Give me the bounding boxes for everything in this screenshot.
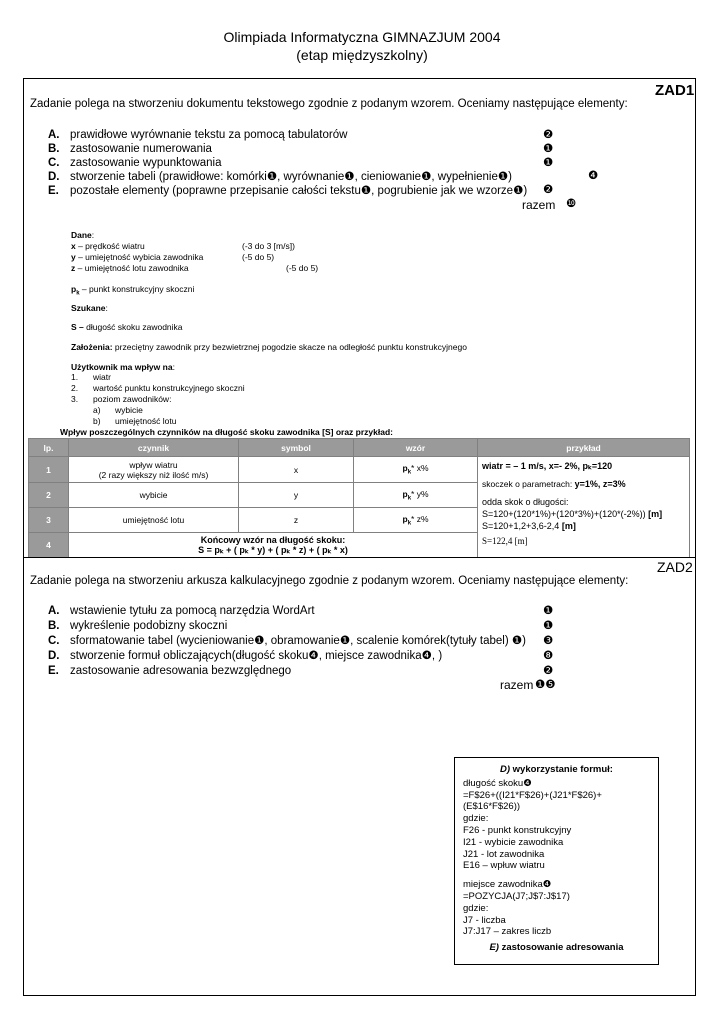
formula-line: =F$26+((I21*F$26)+(J21*F$26)+: [463, 789, 602, 801]
numbered-item-text: wiatr: [93, 372, 111, 382]
zad1-points-e: ❷: [543, 184, 554, 196]
criterion-letter: D.: [48, 171, 60, 183]
criterion-text: stworzenie tabeli (prawidłowe: komórki❶, wyrównanie❶, cieniowanie❶, wypełnienie❶): [70, 171, 513, 183]
numbered-item-text: wartość punktu konstrukcyjnego skoczni: [93, 383, 245, 393]
table-cell-czynnik: umiejętność lotu: [69, 508, 239, 533]
table-caption: Wpływ poszczególnych czynników na długość skoku zawodnika [S] oraz przykład:: [60, 427, 393, 437]
uzytkownik-heading: Użytkownik ma wpływ na:: [71, 362, 175, 372]
sub-item-text: wybicie: [115, 405, 143, 415]
formula-line: miejsce zawodnika❹: [463, 879, 552, 891]
formula-line: gdzie:: [463, 813, 489, 825]
numbered-item: 1.: [71, 372, 79, 382]
zad1-criterion-b: [48, 142, 668, 156]
table-cell-symbol: x: [239, 457, 354, 483]
formula-box-footer: E) zastosowanie adresowania: [489, 942, 624, 954]
var-pk-line: $p_k$ – punkt konstrukcyjny skoczni: [71, 284, 195, 297]
example-line: wiatr = – 1 m/s, x=- 2%, pₖ=120: [482, 461, 613, 471]
table-cell-lp: 4: [29, 533, 69, 558]
table-header: symbol: [239, 439, 354, 457]
formula-line: długość skoku❹: [463, 777, 532, 789]
criterion-letter: E.: [48, 185, 59, 197]
table-cell-lp: 1: [29, 457, 69, 483]
zad2-criterion-b: B. wykreślenie podobizny skoczni: [48, 620, 228, 632]
table-cell-lp: 3: [29, 508, 69, 533]
factors-table-full: [28, 438, 690, 558]
formula-box-title: D) wykorzystanie formuł:: [500, 764, 613, 775]
zad2-points-d: ❽: [543, 650, 554, 662]
zad2-points-b: ❶: [543, 620, 554, 632]
zad1-points-d: ❹: [588, 170, 599, 182]
table-cell-wzor: $p_k*$ y%: [354, 483, 478, 508]
zad1-label: ZAD1: [655, 82, 695, 99]
criterion-text: zastosowanie wypunktowania: [70, 157, 222, 169]
table-cell-symbol: y: [239, 483, 354, 508]
var-z-line: z – umiejętność lotu zawodnika: [71, 263, 189, 273]
formula-line: gdzie:: [463, 902, 489, 914]
formula-line: J7:J17 – zakres liczb: [463, 926, 552, 938]
zad1-total-points: ❿: [566, 198, 577, 210]
formula-line: (E$16*F$26)): [463, 801, 521, 813]
table-cell-final-formula: Końcowy wzór na długość skoku: S = pₖ + ( pₖ * y) + ( pₖ * z) + ( pₖ * x): [69, 533, 478, 558]
table-cell-symbol: z: [239, 508, 354, 533]
formula-line: J21 - lot zawodnika: [463, 848, 545, 860]
szukane-heading: Szukane:: [71, 303, 108, 313]
numbered-item-text: poziom zawodników:: [93, 394, 172, 404]
zad2-points-e: ❷: [543, 665, 554, 677]
zad2-criterion-c: C. sformatowanie tabel (wycieniowanie❶, obramowanie❶, scalenie komórek(tytuły tabel) ❶): [48, 635, 526, 647]
formula-line: F26 - punkt konstrukcyjny: [463, 824, 572, 836]
criterion-letter: B.: [48, 143, 60, 155]
dane-heading: Dane:: [71, 230, 95, 240]
zalozenia-line: Założenia: przeciętny zawodnik przy bezwietrznej pogodzie skacze na odległość punktu konstrukcyjnego: [71, 342, 467, 352]
var-y-range: (-5 do 5): [242, 252, 275, 262]
table-cell-wzor: $p_k*$ z%: [354, 508, 478, 533]
zad2-points-c: ❸: [543, 635, 554, 647]
zad1-total-label: razem: [522, 198, 556, 212]
var-z-range: (-5 do 5): [286, 263, 319, 273]
zad1-criterion-c: [48, 156, 668, 170]
table-header: lp.: [29, 439, 69, 457]
example-result: S=122,4 [m]: [482, 536, 528, 546]
zad2-intro: Zadanie polega na stworzeniu arkusza kalkulacyjnego zgodnie z podanym wzorem. Oceniamy następujące elementy:: [30, 575, 629, 587]
var-x-range: (-3 do 3 [m/s]): [242, 241, 295, 251]
criterion-text: pozostałe elementy (poprawne przepisanie całości tekstu❶, pogrubienie jak we wzorze❶): [70, 185, 528, 197]
zad2-label: ZAD2: [657, 559, 693, 575]
criterion-letter: C.: [48, 157, 60, 169]
zad2-criterion-a: A. wstawienie tytułu za pomocą narzędzia WordArt: [48, 605, 315, 617]
formula-line: =POZYCJA(J7;J$7:J$17): [463, 890, 570, 902]
var-x-line: x – prędkość wiatru: [71, 241, 145, 251]
zad2-total-label: razem: [500, 678, 534, 692]
table-cell-czynnik: wpływ wiatru (2 razy większy niż ilość m/s): [69, 457, 239, 483]
criterion-text: prawidłowe wyrównanie tekstu za pomocą tabulatorów: [70, 129, 348, 141]
numbered-item: 2.: [71, 383, 79, 393]
zad1-criterion-d: [48, 170, 668, 184]
zad1-points-c: ❶: [543, 157, 554, 169]
numbered-item: 3.: [71, 394, 79, 404]
example-line: skoczek o parametrach: y=1%, z=3%: [482, 479, 626, 489]
zad1-criteria-list: [48, 128, 668, 198]
var-s-line: S – długość skoku zawodnika: [71, 322, 183, 332]
table-cell-lp: 2: [29, 483, 69, 508]
example-line: odda skok o długości:: [482, 497, 569, 507]
criterion-letter: A.: [48, 129, 60, 141]
table-cell-wzor: $p_k*$ x%: [354, 457, 478, 483]
zad2-total-points: ❶❺: [535, 679, 556, 691]
formula-line: E16 – wpłuw wiatru: [463, 860, 545, 872]
zad1-criterion-a: [48, 128, 668, 142]
page-subtitle: (etap międzyszkolny): [296, 47, 428, 63]
sub-item: a): [93, 405, 101, 415]
sub-item: b): [93, 416, 101, 426]
example-line: S=120+1,2+3,6-2,4 [m]: [482, 521, 576, 531]
example-line: S=120+(120*1%)+(120*3%)+(120*(-2%)) [m]: [482, 509, 663, 519]
sub-item-text: umiejętność lotu: [115, 416, 177, 426]
var-y-line: y – umiejętność wybicia zawodnika: [71, 252, 204, 262]
criterion-text: zastosowanie numerowania: [70, 143, 212, 155]
zad2-criterion-e: E. zastosowanie adresowania bezwzględnego: [48, 665, 292, 677]
table-header: czynnik: [69, 439, 239, 457]
zad1-criterion-e: [48, 184, 668, 198]
table-cell-czynnik: wybicie: [69, 483, 239, 508]
table-cell-example: [478, 457, 690, 558]
formula-line: I21 - wybicie zawodnika: [463, 836, 564, 848]
table-row: [29, 457, 690, 483]
zad2-criterion-d: D. stworzenie formuł obliczających(długość skoku❹, miejsce zawodnika❹, ): [48, 650, 443, 662]
table-header: wzór: [354, 439, 478, 457]
zad1-points-a: ❷: [543, 129, 554, 141]
page-title: Olimpiada Informatyczna GIMNAZJUM 2004: [223, 29, 501, 45]
table-header: przykład: [478, 439, 690, 457]
formula-line: J7 - liczba: [463, 914, 506, 926]
zad1-points-b: ❶: [543, 143, 554, 155]
zad2-criteria-list: [48, 604, 648, 679]
zad1-intro: Zadanie polega na stworzeniu dokumentu tekstowego zgodnie z podanym wzorem. Oceniamy następujące elementy:: [30, 98, 628, 110]
zad2-points-a: ❶: [543, 605, 554, 617]
section-divider: [23, 557, 696, 558]
table-header-row: [29, 439, 690, 457]
formula-box: [454, 757, 659, 965]
